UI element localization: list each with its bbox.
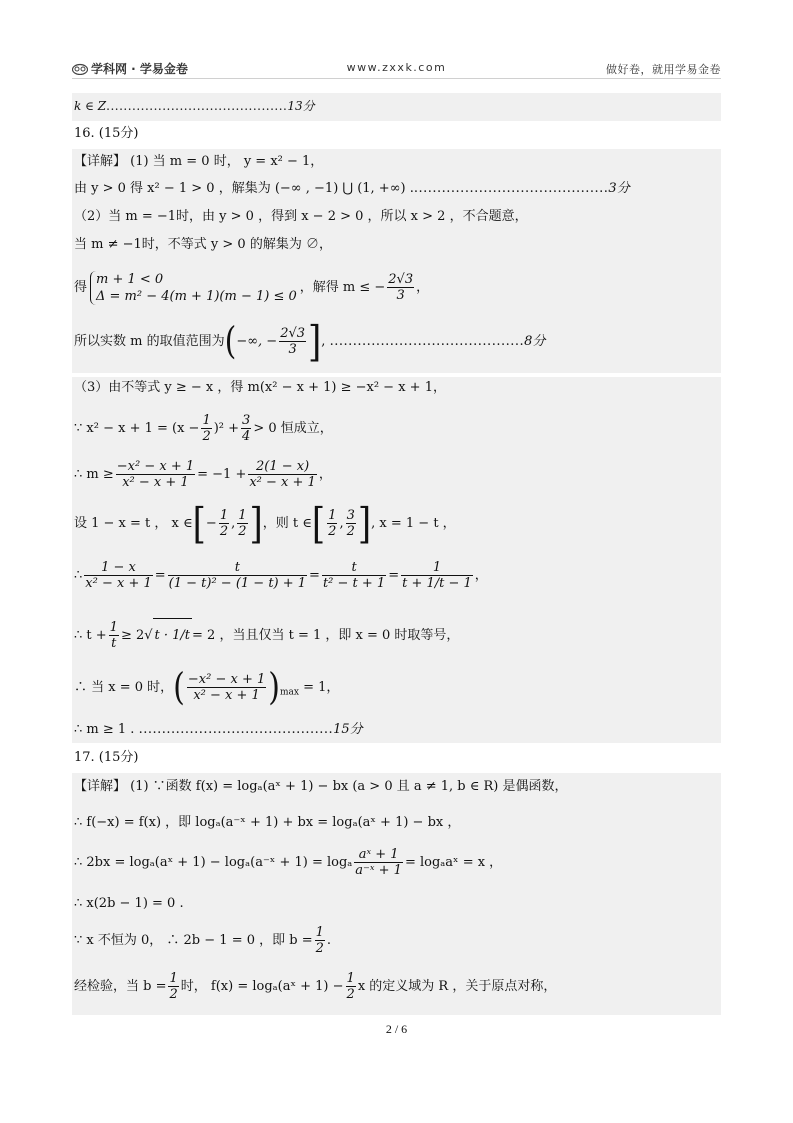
brand-name: 学科网 · 学易金卷 bbox=[91, 62, 188, 76]
answer-line: k ∈ Z..........................................13分 bbox=[74, 99, 315, 113]
inequality-system: m + 1 < 0 Δ = m² − 4(m + 1)(m − 1) ≤ 0 bbox=[90, 271, 297, 305]
header-slogan: 做好卷，就用学易金卷 bbox=[606, 63, 721, 76]
question-17-title: 17. (15分) bbox=[74, 750, 139, 765]
answer-line: ∴ 当 x = 0 时，( $\frac{\text{−x² − x + 1}}{\text{x² − x + 1}}$ )$_{max} = 1$， bbox=[74, 665, 340, 709]
answer-line: 经检验，当 b = $\frac{1}{2}$ 时， f(x) = logₐ(aˣ + 1) − $\frac{1}{2}$ x 的定义域为 R ，关于原点对称， bbox=[74, 971, 557, 1002]
answer-line: ∵ x² − x + 1 = (x − $\frac{1}{2}$ )² + $\frac{3}{4}$ > 0 恒成立， bbox=[74, 413, 333, 444]
site-url: www.zxxk.com bbox=[346, 61, 447, 74]
question-16-title: 16. (15分) bbox=[74, 126, 139, 141]
answer-line: ∴ $\frac{1 - x}{\text{x² − x + 1}}$ = $\frac{t}{\text{(1 − t)² − (1 − t) + 1}}$ = $\frac{t}{\text{t² − t + 1}}$ = $\frac{1}{t + 1/t - 1}$ ， bbox=[74, 560, 488, 591]
page-number: 2 / 6 bbox=[385, 1022, 408, 1036]
answer-line: （2）当 m = −1时，由 y > 0 ，得到 x − 2 > 0 ，所以 x > 2 ，不合题意， bbox=[74, 209, 528, 224]
answer-line: （3）由不等式 y ≥ − x ，得 m(x² − x + 1) ≥ −x² − x + 1， bbox=[74, 380, 446, 395]
answer-line: ∴ m ≥ 1 . ..........................................15分 bbox=[74, 722, 363, 737]
answer-line: ∴ x(2b − 1) = 0 . bbox=[74, 896, 184, 911]
page-header bbox=[72, 58, 721, 79]
answer-line: ∴ 2bx = logₐ(aˣ + 1) − logₐ(a⁻ˣ + 1) = logₐ $\frac{\text{aˣ + 1}}{\text{a⁻ˣ + 1}}$ = logₐaˣ = x ， bbox=[74, 847, 503, 878]
answer-line: 当 m ≠ −1时，不等式 y > 0 的解集为 ∅， bbox=[74, 237, 332, 252]
answer-line: 由 y > 0 得 x² − 1 > 0 ，解集为 (−∞ , −1) ⋃ (1, +∞) ...........................................3分 bbox=[74, 181, 630, 196]
answer-line: ∵ x 不恒为 0， ∴ 2b − 1 = 0 ，即 b = $\frac{1}{2}$ . bbox=[74, 925, 332, 956]
answer-line: 设 1 − x = t ， x ∈[− $\frac{1}{2}$ , $\frac{1}{2}$ ]，则 t ∈[ $\frac{1}{2}$ , $\frac{3}{2}$ ], x = 1 − t ， bbox=[74, 498, 456, 549]
answer-line: ∴ m ≥ $\frac{\text{−x² − x + 1}}{\text{x² − x + 1}}$ = −1 + $\frac{2(1 - x)}{\text{x² − x + 1}}$ ， bbox=[74, 459, 332, 490]
answer-line: ∴ t + $\frac{1}{t}$ ≥ 2√ t · 1/t = 2 ，当且仅当 t = 1 ，即 x = 0 时取等号， bbox=[74, 620, 460, 651]
answer-line: ∴ f(−x) = f(x) ，即 logₐ(a⁻ˣ + 1) + bx = logₐ(aˣ + 1) − bx ， bbox=[74, 815, 461, 830]
answer-line: 【详解】 (1) 当 m = 0 时， y = x² − 1， bbox=[74, 154, 324, 169]
answer-line: 得 m + 1 < 0 Δ = m² − 4(m + 1)(m − 1) ≤ 0 ，解得 m ≤ − $\frac{2√3}{3}$ ， bbox=[74, 271, 430, 304]
answer-line: 【详解】 (1) ∵函数 f(x) = logₐ(aˣ + 1) − bx (a > 0 且 a ≠ 1, b ∈ R) 是偶函数， bbox=[74, 779, 568, 794]
answer-line: 所以实数 m 的取值范围为(−∞, − $\frac{2√3}{3}$ ], ..........................................8分 bbox=[74, 316, 546, 367]
